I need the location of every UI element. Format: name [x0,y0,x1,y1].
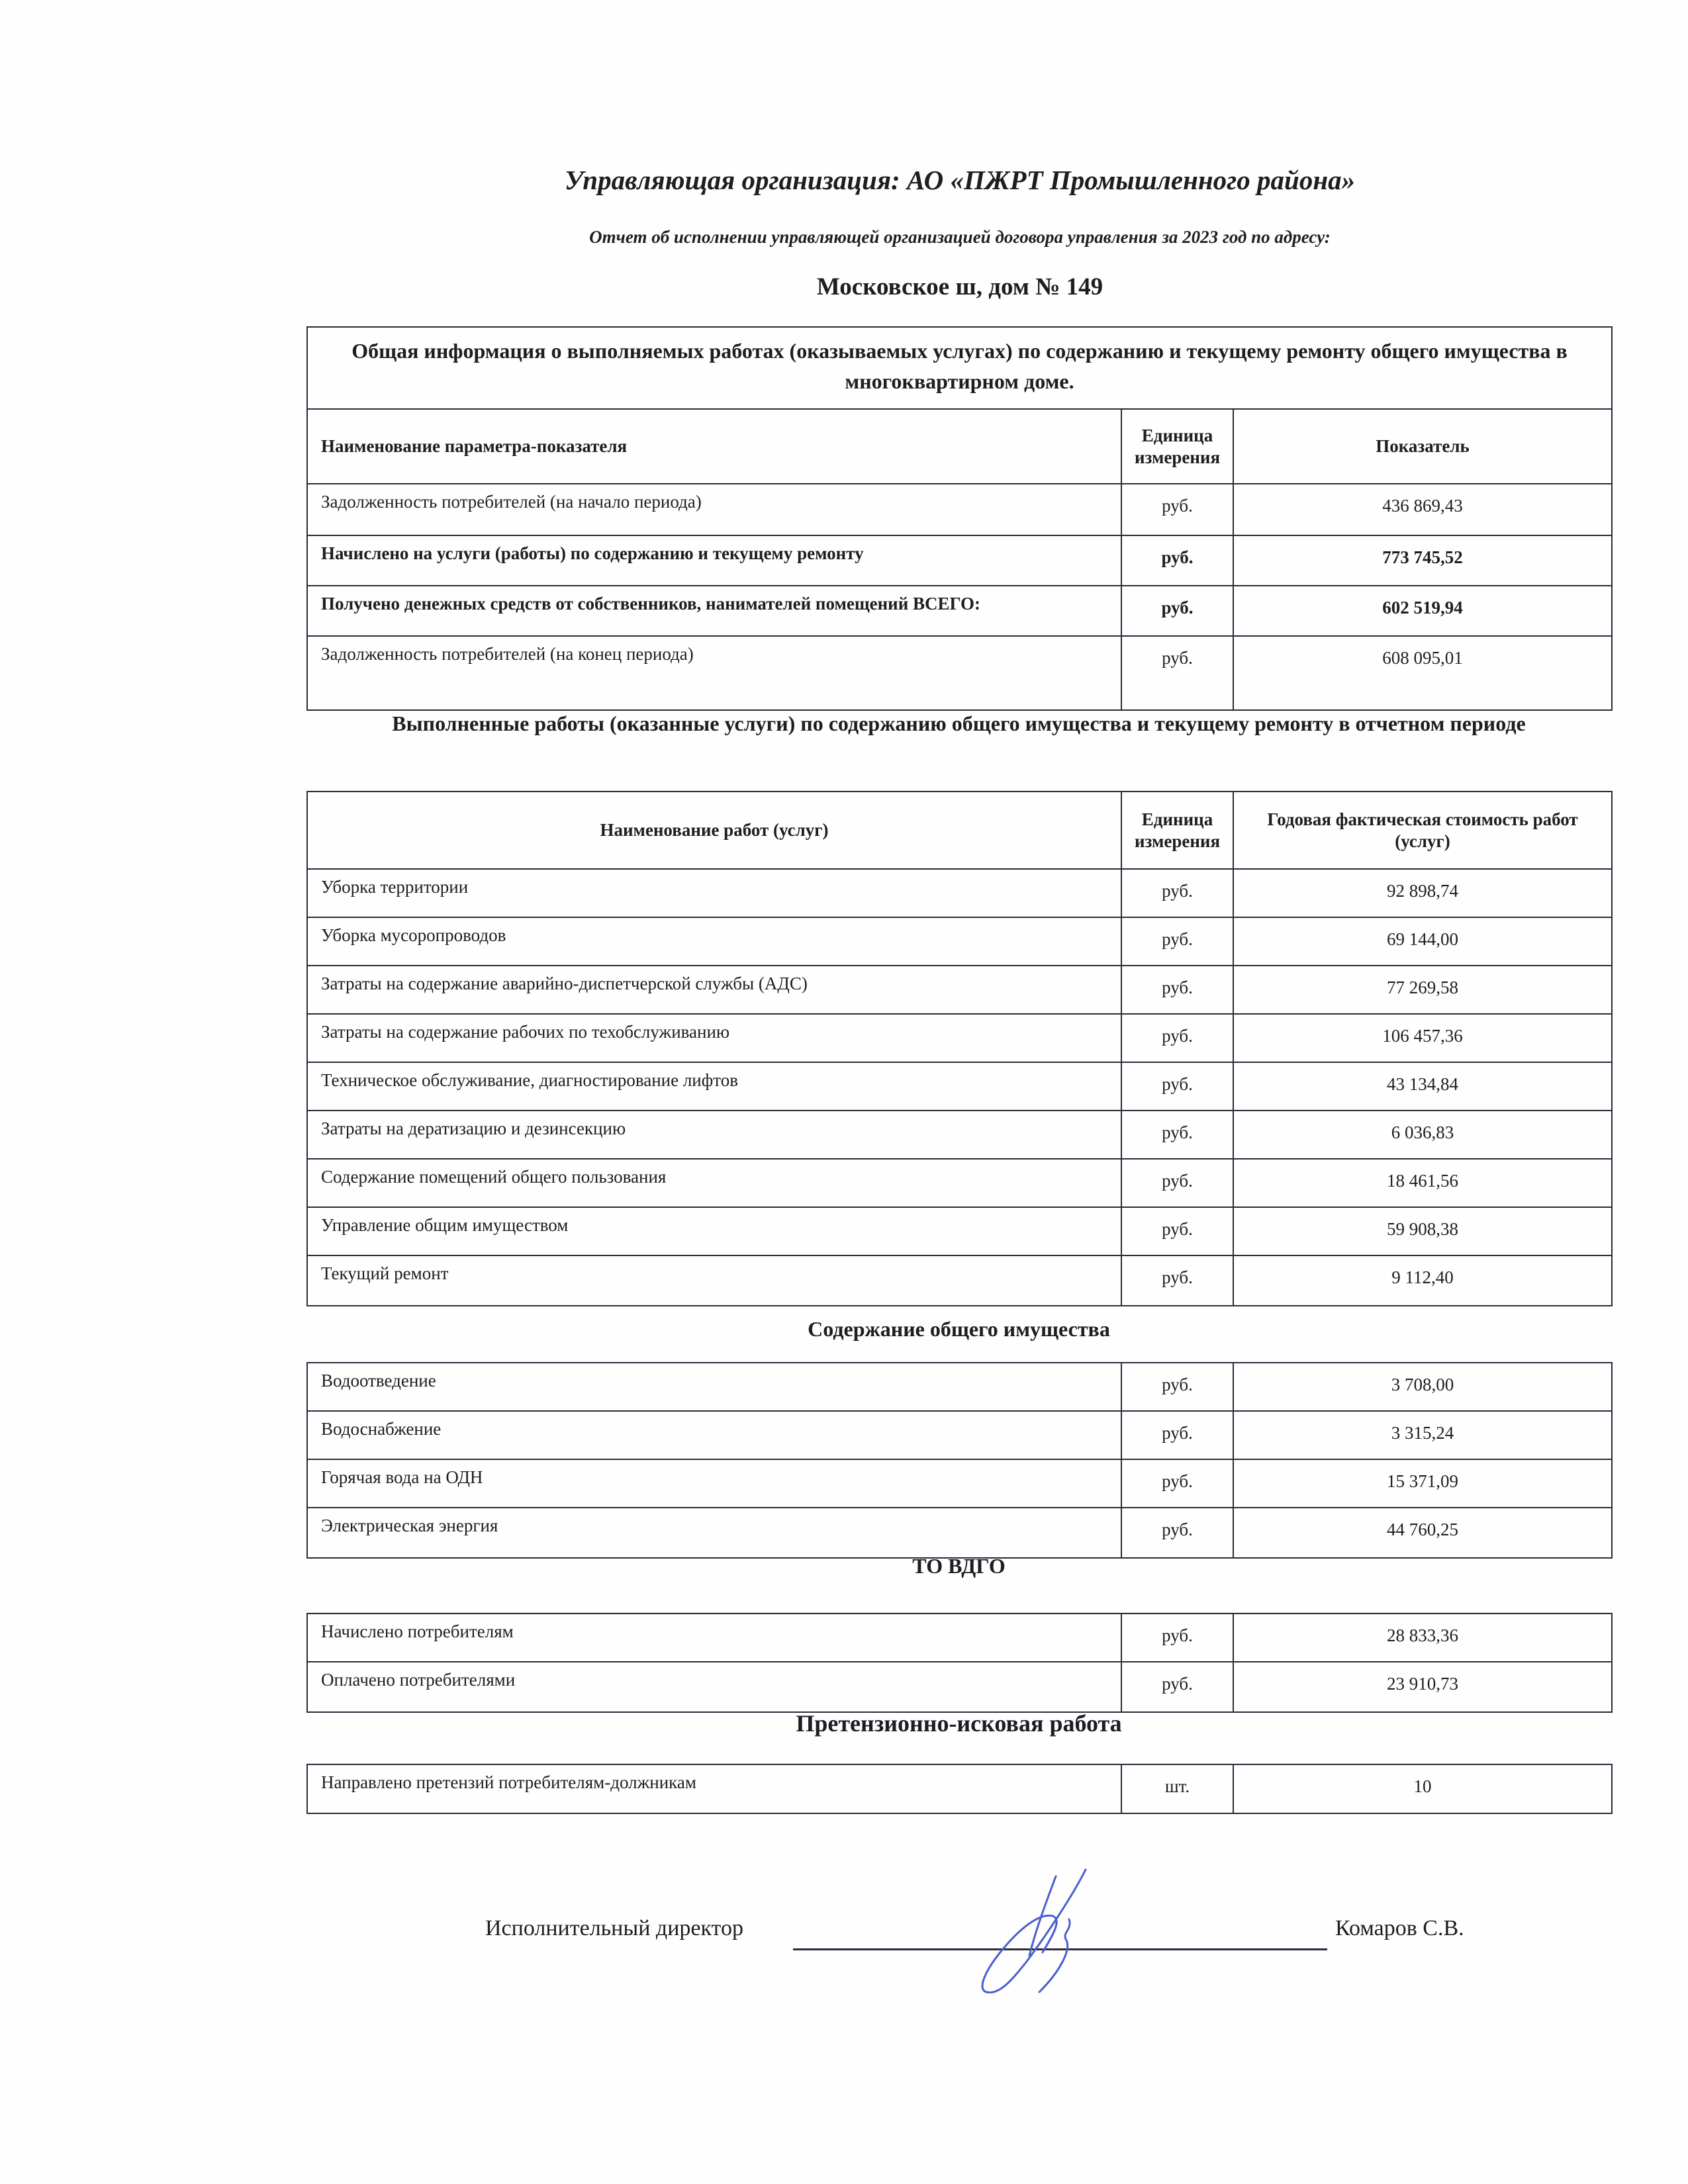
row-unit: руб. [1121,535,1233,586]
table-row [307,636,1612,710]
table-row [307,1411,1612,1459]
row-unit: руб. [1121,1614,1233,1662]
row-name: Управление общим имуществом [307,1207,1121,1255]
row-name: Электрическая энергия [307,1508,1121,1558]
row-value: 59 908,38 [1233,1207,1612,1255]
address: Московское ш, дом № 149 [816,273,1103,300]
row-unit: руб. [1121,1014,1233,1062]
row-name: Содержание помещений общего пользования [307,1159,1121,1207]
row-value: 773 745,52 [1233,535,1612,586]
claims-title: Претензионно-исковая работа [796,1710,1122,1737]
table-row [307,1111,1612,1159]
row-unit: руб. [1121,1363,1233,1411]
row-unit: руб. [1121,586,1233,636]
row-value: 92 898,74 [1233,869,1612,917]
common-property-title: Содержание общего имущества [808,1317,1110,1341]
row-name: Затраты на дератизацию и дезинсекцию [307,1111,1121,1159]
row-unit: руб. [1121,636,1233,710]
table-row [307,917,1612,966]
row-value: 3 315,24 [1233,1411,1612,1459]
row-value: 3 708,00 [1233,1363,1612,1411]
row-value: 77 269,58 [1233,966,1612,1014]
table-row [307,966,1612,1014]
row-value: 44 760,25 [1233,1508,1612,1558]
row-unit: руб. [1121,1207,1233,1255]
row-unit: руб. [1121,1062,1233,1111]
row-value: 6 036,83 [1233,1111,1612,1159]
signatory-name: Комаров С.В. [1335,1916,1464,1940]
org-title: Управляющая организация: АО «ПЖРТ Промышленного района» [564,165,1356,195]
row-name: Техническое обслуживание, диагностирование лифтов [307,1062,1121,1111]
general-info-table [306,326,1613,711]
column-header-unit: Единица измерения [1121,792,1233,869]
row-value: 23 910,73 [1233,1662,1612,1712]
common-property-table [306,1362,1613,1559]
table-row [307,1062,1612,1111]
table-row [307,1614,1612,1662]
row-name: Получено денежных средств от собственников, нанимателей помещений ВСЕГО: [307,586,1121,636]
column-header-indicator: Показатель [1233,409,1612,484]
table-row [307,484,1612,535]
row-unit: руб. [1121,1111,1233,1159]
column-header-parameter: Наименование параметра-показателя [307,409,1121,484]
column-header-unit: Единица измерения [1121,409,1233,484]
row-value: 15 371,09 [1233,1459,1612,1508]
row-unit: руб. [1121,966,1233,1014]
row-unit: руб. [1121,1508,1233,1558]
works-section-title: Выполненные работы (оказанные услуги) по содержанию общего имущества и текущему ремонту в отчетном периоде [392,711,1526,735]
row-unit: руб. [1121,917,1233,966]
vdgo-title: ТО ВДГО [912,1554,1006,1578]
report-subtitle: Отчет об исполнении управляющей организацией договора управления за 2023 год по адресу: [589,227,1331,247]
table-row [307,1662,1612,1712]
column-header-work-name: Наименование работ (услуг) [307,792,1121,869]
table-row [307,1159,1612,1207]
row-unit: руб. [1121,484,1233,535]
table-row [307,535,1612,586]
row-name: Затраты на содержание аварийно-диспетчерской службы (АДС) [307,966,1121,1014]
vdgo-table [306,1613,1613,1713]
row-name: Затраты на содержание рабочих по техобслуживанию [307,1014,1121,1062]
row-name: Водоотведение [307,1363,1121,1411]
row-unit: руб. [1121,869,1233,917]
handwritten-signature-icon [973,1863,1105,2002]
row-value: 106 457,36 [1233,1014,1612,1062]
row-value: 69 144,00 [1233,917,1612,966]
table-row [307,1014,1612,1062]
table-row [307,1459,1612,1508]
row-unit: руб. [1121,1662,1233,1712]
row-name: Направлено претензий потребителям-должникам [307,1764,1121,1813]
table-row [307,1207,1612,1255]
row-name: Водоснабжение [307,1411,1121,1459]
row-name: Задолженность потребителей (на начало периода) [307,484,1121,535]
table-row [307,586,1612,636]
row-unit: руб. [1121,1459,1233,1508]
row-name: Горячая вода на ОДН [307,1459,1121,1508]
row-name: Оплачено потребителями [307,1662,1121,1712]
works-table [306,791,1613,1306]
row-value: 18 461,56 [1233,1159,1612,1207]
claims-table [306,1764,1613,1814]
table-row [307,1764,1612,1813]
row-name: Задолженность потребителей (на конец периода) [307,636,1121,710]
row-unit: руб. [1121,1255,1233,1306]
row-unit: руб. [1121,1159,1233,1207]
row-value: 10 [1233,1764,1612,1813]
row-name: Уборка мусоропроводов [307,917,1121,966]
row-name: Текущий ремонт [307,1255,1121,1306]
table-row [307,1363,1612,1411]
row-value: 43 134,84 [1233,1062,1612,1111]
table-row [307,1255,1612,1306]
general-info-title: Общая информация о выполняемых работах (оказываемых услугах) по содержанию и текущему ремонту общего имущества в многоквартирном доме. [307,327,1612,409]
row-value: 436 869,43 [1233,484,1612,535]
row-value: 608 095,01 [1233,636,1612,710]
row-value: 9 112,40 [1233,1255,1612,1306]
row-unit: руб. [1121,1411,1233,1459]
row-value: 28 833,36 [1233,1614,1612,1662]
signatory-position: Исполнительный директор [485,1916,743,1940]
row-name: Начислено на услуги (работы) по содержанию и текущему ремонту [307,535,1121,586]
row-unit: шт. [1121,1764,1233,1813]
column-header-annual-cost: Годовая фактическая стоимость работ (услуг) [1233,792,1612,869]
row-name: Начислено потребителям [307,1614,1121,1662]
row-name: Уборка территории [307,869,1121,917]
table-row [307,869,1612,917]
row-value: 602 519,94 [1233,586,1612,636]
